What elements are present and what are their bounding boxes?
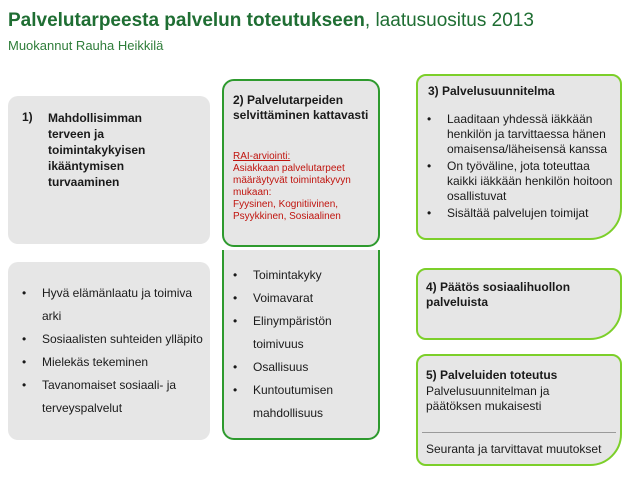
box4-title: 4) Päätös sosiaalihuollon palveluista (426, 280, 571, 309)
page-title (8, 10, 534, 32)
box2-bullet: • Toimintakyky (227, 264, 377, 287)
box2-bottom (222, 250, 380, 440)
box2-title: 2) Palvelutarpeiden selvittäminen kattavasti (233, 93, 369, 122)
rai-text: Asiakkaan palvelutarpeet määräytyvät toimintakyvyn mukaan: (233, 163, 351, 198)
box3-title: 3) Palvelusuunnitelma (428, 84, 555, 98)
box1-text: Mahdollisimman terveen ja toimintakykyisen ikääntymisen turvaaminen (48, 111, 146, 189)
title-bold: Palvelutarpeesta palvelun toteutukseen (8, 10, 365, 31)
box1-top (8, 96, 210, 244)
box2-bullet: • Voimavarat (227, 287, 377, 310)
box1-bullet: • Sosiaalisten suhteiden ylläpito (16, 328, 206, 351)
box3-bullet: • On työväline, jota toteuttaa kaikki iäkkään henkilön hoitoon osallistuvat (421, 159, 617, 204)
box3-bullet: • Laaditaan yhdessä iäkkään henkilön ja tarvittaessa hänen omaisensa/läheisensä kanssa (421, 112, 617, 157)
box5-divider (422, 432, 616, 433)
box5 (416, 354, 622, 466)
box2-bullet: • Elinympäristön toimivuus (227, 310, 377, 356)
box1-bullet: • Hyvä elämänlaatu ja toimiva arki (16, 282, 206, 328)
box2-bullet: • Osallisuus (227, 356, 377, 379)
box2-top (222, 79, 380, 247)
box3 (416, 74, 622, 240)
box1-bullet: • Tavanomaiset sosiaali- ja terveyspalvelut (16, 374, 206, 420)
box5-text: Palvelusuunnitelman ja päätöksen mukaisesti (426, 384, 550, 413)
box3-bullet: • Sisältää palvelujen toimijat (421, 206, 617, 221)
box1-bullet: • Mielekäs tekeminen (16, 351, 206, 374)
box2-bullet: • Kuntoutumisen mahdollisuus (227, 379, 377, 425)
box5-title: 5) Palveluiden toteutus (426, 368, 558, 382)
rai-label: RAI-arviointi: (233, 151, 291, 162)
rai-items: Fyysinen, Kognitiivinen, Psyykkinen, Sosiaalinen (233, 199, 341, 222)
box4 (416, 268, 622, 340)
box1-bottom (8, 262, 210, 440)
page-subtitle: Muokannut Rauha Heikkilä (8, 38, 164, 53)
box1-number: 1) (22, 110, 33, 124)
box6-text: Seuranta ja tarvittavat muutokset (426, 442, 602, 456)
title-rest: , laatusuositus 2013 (364, 10, 534, 31)
